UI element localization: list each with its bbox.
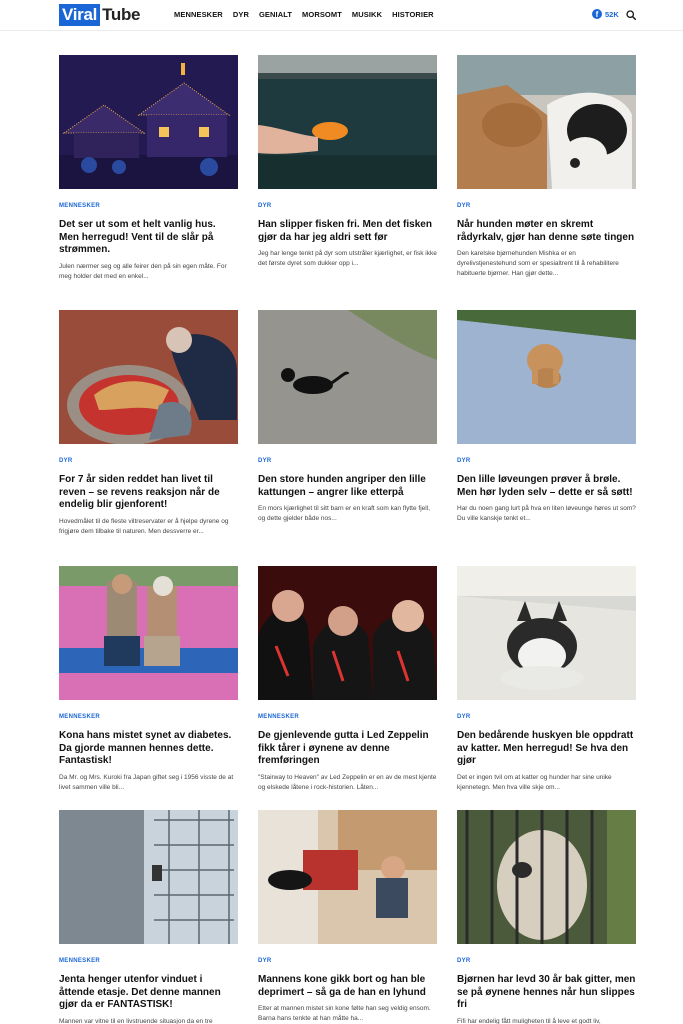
article-title[interactable]: Når hunden møter en skremt rådyrkalv, gjør han denne søte tingen	[457, 219, 635, 243]
article-thumbnail[interactable]	[457, 566, 636, 700]
article-title[interactable]: Den lille løveungen prøver å brøle. Men hør lyden selv – dette er så søtt!	[457, 474, 633, 498]
article-category[interactable]: DYR	[457, 203, 471, 209]
article-excerpt: En mors kjærlighet til sitt barn er en kraft som kan flytte fjell, og dette gjelder både nos...	[258, 505, 430, 522]
nav-item-genialt[interactable]: GENIALT	[258, 10, 293, 19]
article-excerpt: Mannen var vitne til en livstruende situasjon da en tre	[59, 1017, 213, 1024]
article-card[interactable]	[258, 55, 437, 269]
nav-item-historier[interactable]: HISTORIER	[392, 10, 434, 19]
nav-item-dyr[interactable]: DYR	[232, 10, 249, 19]
site-logo[interactable]	[59, 4, 140, 26]
article-thumbnail[interactable]	[457, 810, 636, 944]
article-thumbnail[interactable]	[59, 810, 238, 944]
article-card[interactable]	[457, 566, 636, 793]
article-category[interactable]: MENNESKER	[258, 714, 300, 720]
article-thumbnail[interactable]	[258, 566, 437, 700]
site-header	[0, 0, 683, 31]
facebook-link[interactable]	[592, 9, 619, 19]
article-thumbnail[interactable]	[258, 310, 437, 444]
article-title[interactable]: Jenta henger utenfor vinduet i åttende etasje. Det denne mannen gjør da er FANTASTISK!	[59, 974, 221, 1010]
article-card[interactable]	[59, 310, 238, 537]
article-card[interactable]	[59, 566, 238, 793]
article-title[interactable]: For 7 år siden reddet han livet til reven – se revens reaksjon når de endelig blir gjenforent!	[59, 474, 220, 510]
article-category[interactable]: MENNESKER	[59, 958, 101, 964]
article-thumbnail[interactable]	[59, 566, 238, 700]
article-title[interactable]: Den store hunden angriper den lille kattungen – angrer like etterpå	[258, 474, 426, 498]
search-icon[interactable]	[626, 10, 636, 20]
article-category[interactable]: DYR	[258, 203, 272, 209]
article-category[interactable]: MENNESKER	[59, 203, 101, 209]
article-card[interactable]	[457, 310, 636, 524]
article-card[interactable]	[457, 810, 636, 1024]
article-title[interactable]: Mannens kone gikk bort og han ble deprimert – så ga de han en lyhund	[258, 974, 426, 998]
article-card[interactable]	[59, 810, 238, 1024]
nav-item-morsomt[interactable]: MORSOMT	[302, 10, 342, 19]
article-excerpt: Jeg har lenge tenkt på dyr som utstråler kjærlighet, er fisk ikke det første dyret som dukker opp i...	[258, 250, 437, 267]
article-card[interactable]	[457, 55, 636, 279]
article-excerpt: Fifi har endelig fått muligheten til å leve et godt liv,	[457, 1017, 601, 1024]
article-excerpt: Hovedmålet til de fleste viltreservater er å hjelpe dyrene og frigjøre dem tilbake til naturen. Men dessverre er...	[59, 517, 229, 535]
article-excerpt: Etter at mannen mistet sin kone følte han seg veldig ensom. Barna hans tenkte at han måtte ha...	[258, 1005, 431, 1022]
facebook-icon: f	[592, 9, 602, 19]
article-excerpt: "Stairway to Heaven" av Led Zeppelin er en av de mest kjente og elskede låtene i rock-historien. Låten...	[258, 773, 437, 791]
facebook-count: 52K	[605, 9, 619, 19]
nav-item-musikk[interactable]: MUSIKK	[351, 10, 383, 19]
article-thumbnail[interactable]	[457, 310, 636, 444]
article-thumbnail[interactable]	[258, 55, 437, 189]
main-nav	[174, 10, 434, 19]
article-title[interactable]: Han slipper fisken fri. Men det fisken gjør da har jeg aldri sett før	[258, 219, 432, 243]
article-title[interactable]: Bjørnen har levd 30 år bak gitter, men se på øynene hennes når hun slippes fri	[457, 974, 636, 1010]
article-category[interactable]: DYR	[457, 714, 471, 720]
article-excerpt: Det er ingen tvil om at katter og hunder har sine unike kjennetegn. Men hva ville skje om...	[457, 773, 612, 791]
article-card[interactable]	[59, 55, 238, 282]
logo-tube-text: Tube	[102, 5, 141, 24]
article-excerpt: Julen nærmer seg og alle feirer den på sin egen måte. For meg holder det med en enkel...	[59, 262, 227, 280]
article-thumbnail[interactable]	[59, 310, 238, 444]
article-category[interactable]: DYR	[457, 958, 471, 964]
article-excerpt: Den karelske bjørnehunden Mishka er en dyrelivstjenestehund som er spesialtrent til å rehabilitere habituerte bjørner. Han gjør dette...	[457, 250, 619, 277]
article-card[interactable]	[258, 566, 437, 793]
article-card[interactable]	[258, 810, 437, 1024]
article-thumbnail[interactable]	[258, 810, 437, 944]
article-category[interactable]: DYR	[258, 458, 272, 464]
article-category[interactable]: DYR	[258, 958, 272, 964]
article-excerpt: Har du noen gang lurt på hva en liten løveunge høres ut som? Du ville kanskje tenkt et...	[457, 505, 636, 522]
logo-viral-text: Viral	[59, 4, 100, 26]
article-thumbnail[interactable]	[457, 55, 636, 189]
article-title[interactable]: De gjenlevende gutta i Led Zeppelin fikk tårer i øynene av denne fremføringen	[258, 730, 429, 766]
article-category[interactable]: DYR	[457, 458, 471, 464]
article-title[interactable]: Den bedårende huskyen ble oppdratt av katter. Men herregud! Se hva den gjør	[457, 730, 634, 766]
article-excerpt: Da Mr. og Mrs. Kuroki fra Japan giftet seg i 1956 visste de at livet sammen ville bli...	[59, 773, 234, 791]
article-card[interactable]	[258, 310, 437, 524]
article-thumbnail[interactable]	[59, 55, 238, 189]
article-category[interactable]: MENNESKER	[59, 714, 101, 720]
article-category[interactable]: DYR	[59, 458, 73, 464]
article-title[interactable]: Det ser ut som et helt vanlig hus. Men herregud! Vent til de slår på strømmen.	[59, 219, 216, 255]
article-title[interactable]: Kona hans mistet synet av diabetes. Da gjorde mannen hennes dette. Fantastisk!	[59, 730, 232, 766]
nav-item-mennesker[interactable]: MENNESKER	[174, 10, 223, 19]
